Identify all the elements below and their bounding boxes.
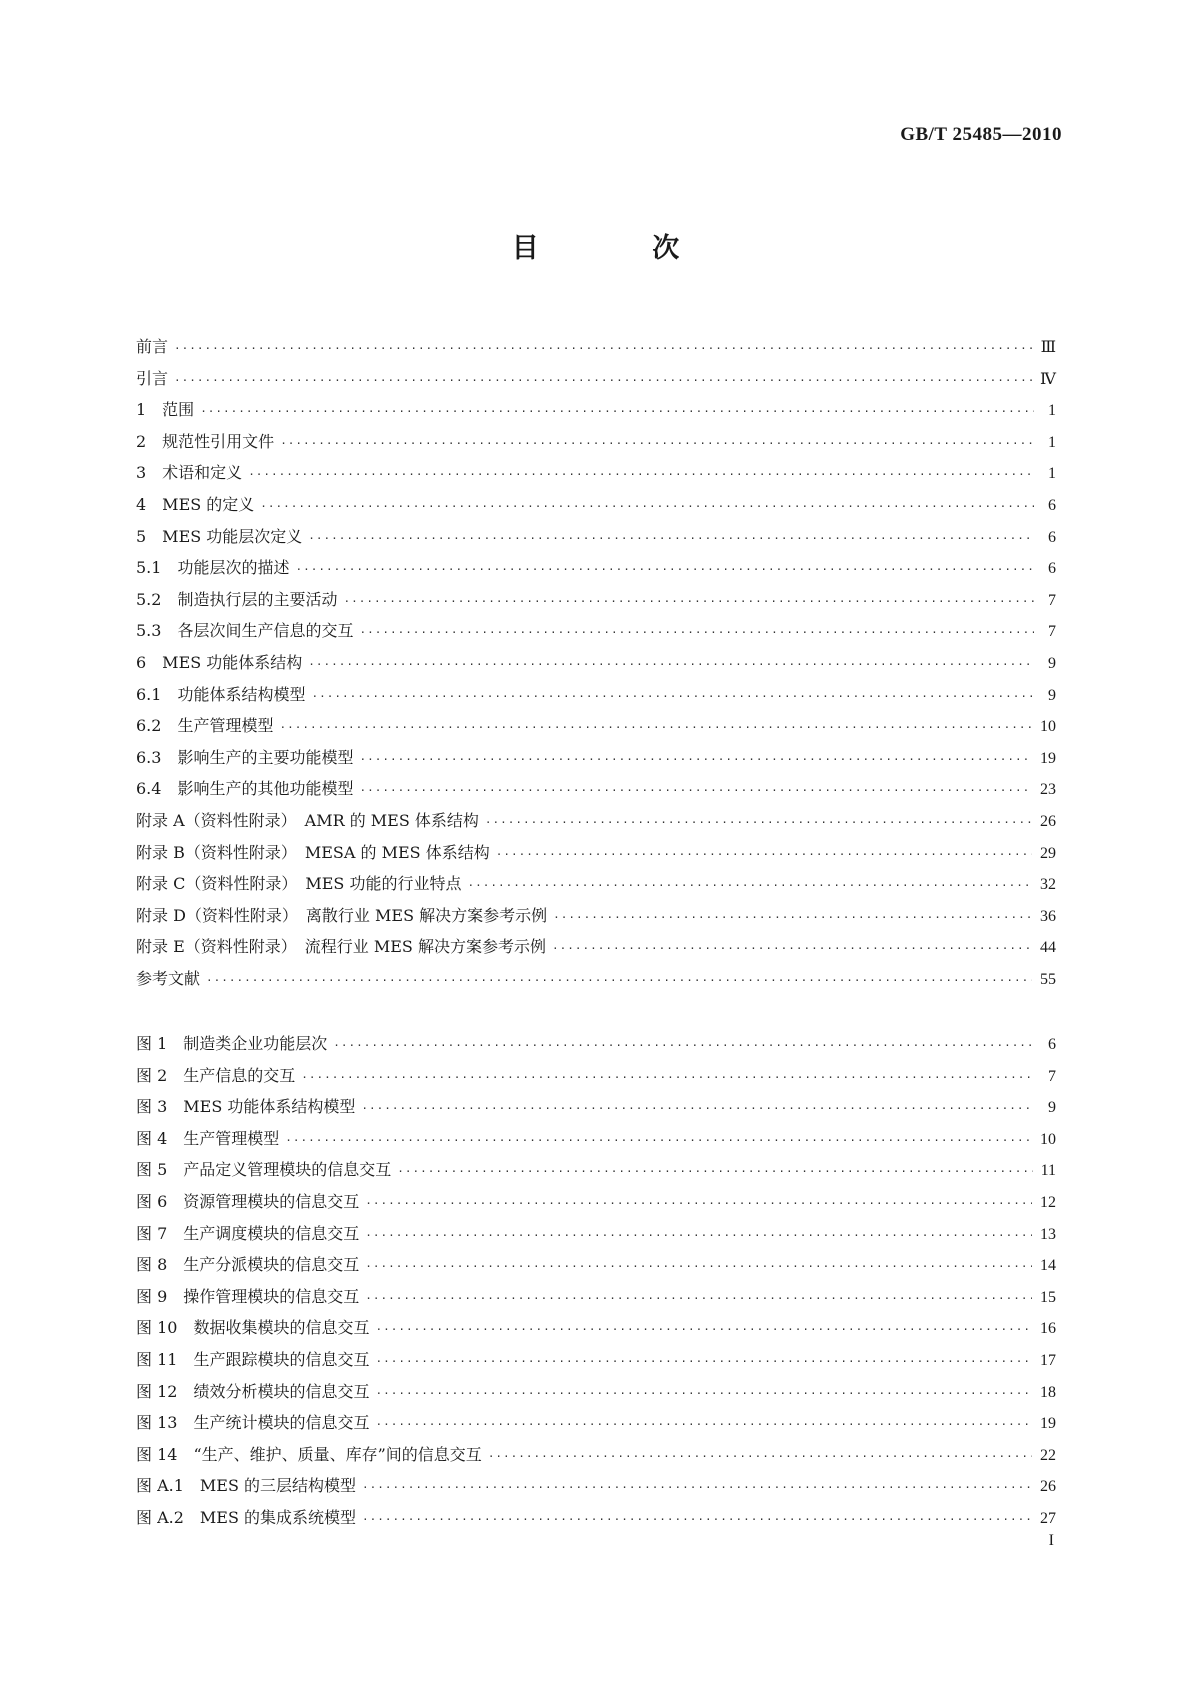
- dot-leader: [280, 428, 1034, 460]
- entry-title: 6.2 生产管理模型: [136, 716, 274, 736]
- dot-leader: [361, 1093, 1034, 1125]
- entry-title: 参考文献: [136, 968, 201, 988]
- figure-entry[interactable]: [136, 1502, 1056, 1534]
- dot-leader: [295, 554, 1034, 586]
- entry-page-number: 13: [1040, 1225, 1056, 1243]
- toc-entry[interactable]: [136, 521, 1056, 553]
- dot-leader: [362, 1472, 1032, 1504]
- toc-entry[interactable]: [136, 805, 1056, 837]
- entry-page-number: 19: [1040, 749, 1056, 767]
- toc-entry[interactable]: [136, 426, 1056, 458]
- figure-entry[interactable]: [136, 1091, 1056, 1123]
- page-number: I: [1048, 1532, 1054, 1549]
- entry-title: 图 2 生产信息的交互: [136, 1065, 296, 1085]
- entry-title: 5.1 功能层次的描述: [136, 558, 290, 578]
- toc-entry[interactable]: [136, 489, 1056, 521]
- entry-page-number: 1: [1048, 402, 1056, 420]
- entry-page-number: 55: [1040, 970, 1056, 988]
- entry-title: 图 13 生产统计模块的信息交互: [136, 1413, 370, 1433]
- toc-entry[interactable]: [136, 363, 1056, 395]
- toc-entry[interactable]: [136, 868, 1056, 900]
- toc-entry[interactable]: [136, 615, 1056, 647]
- entry-title: 图 3 MES 功能体系结构模型: [136, 1097, 356, 1117]
- entry-title: 6.1 功能体系结构模型: [136, 684, 306, 704]
- entry-page-number: 32: [1040, 876, 1056, 894]
- entry-page-number: 23: [1040, 781, 1056, 799]
- entry-title: 5 MES 功能层次定义: [136, 526, 303, 546]
- entry-page-number: 6: [1048, 1036, 1056, 1053]
- toc-entry[interactable]: [136, 457, 1056, 489]
- entry-page-number: 26: [1040, 812, 1056, 830]
- entry-title: 附录 C（资料性附录） MES 功能的行业特点: [136, 874, 462, 894]
- dot-leader: [467, 870, 1032, 902]
- entry-title: 图 8 生产分派模块的信息交互: [136, 1255, 360, 1275]
- entry-title: 图 A.2 MES 的集成系统模型: [136, 1507, 357, 1527]
- dot-leader: [397, 1156, 1032, 1188]
- toc-entry[interactable]: [136, 552, 1056, 584]
- entry-page-number: 1: [1048, 433, 1056, 451]
- figure-entry[interactable]: [136, 1407, 1056, 1439]
- entry-title: 图 11 生产跟踪模块的信息交互: [136, 1349, 370, 1369]
- dot-leader: [375, 1314, 1032, 1346]
- dot-leader: [333, 1030, 1034, 1062]
- figure-entry[interactable]: [136, 1123, 1056, 1155]
- figure-entry[interactable]: [136, 1470, 1056, 1502]
- entry-title: 附录 E（资料性附录） 流程行业 MES 解决方案参考示例: [136, 937, 546, 957]
- entry-title: 附录 A（资料性附录） AMR 的 MES 体系结构: [136, 810, 479, 830]
- figure-entry[interactable]: [136, 1439, 1056, 1471]
- figure-entry[interactable]: [136, 1249, 1056, 1281]
- toc-entry[interactable]: [136, 394, 1056, 426]
- toc-entry[interactable]: [136, 837, 1056, 869]
- entry-page-number: 7: [1048, 623, 1056, 641]
- entry-title: 6.4 影响生产的其他功能模型: [136, 779, 354, 799]
- entry-title: 前言: [136, 337, 169, 356]
- dot-leader: [308, 649, 1034, 681]
- entry-page-number: 44: [1040, 939, 1056, 957]
- figure-entry[interactable]: [136, 1028, 1056, 1060]
- toc-title: 目 次: [511, 233, 732, 264]
- dot-leader: [359, 617, 1034, 649]
- entry-title: 图 5 产品定义管理模块的信息交互: [136, 1160, 392, 1180]
- entry-page-number: 12: [1040, 1193, 1056, 1211]
- entry-page-number: 18: [1040, 1383, 1056, 1401]
- entry-page-number: 26: [1040, 1478, 1056, 1496]
- dot-leader: [343, 586, 1034, 618]
- entry-page-number: 14: [1040, 1257, 1056, 1275]
- entry-page-number: 27: [1040, 1509, 1056, 1527]
- entry-page-number: Ⅳ: [1040, 370, 1056, 388]
- dot-leader: [496, 839, 1032, 871]
- entry-title: 1 范围: [136, 400, 195, 420]
- entry-page-number: 9: [1048, 686, 1056, 704]
- entry-page-number: 9: [1048, 654, 1056, 672]
- toc-entry[interactable]: [136, 710, 1056, 742]
- figure-entry[interactable]: [136, 1154, 1056, 1186]
- toc-entry[interactable]: [136, 742, 1056, 774]
- entry-page-number: 7: [1048, 1067, 1056, 1085]
- toc-entry[interactable]: [136, 331, 1056, 363]
- dot-leader: [375, 1346, 1032, 1378]
- toc-entry[interactable]: [136, 773, 1056, 805]
- entry-title: 图 6 资源管理模块的信息交互: [136, 1191, 360, 1211]
- dot-leader: [552, 933, 1032, 965]
- dot-leader: [248, 459, 1034, 491]
- entry-page-number: 6: [1048, 496, 1056, 514]
- entry-page-number: 11: [1040, 1162, 1056, 1180]
- toc-entry[interactable]: [136, 584, 1056, 616]
- entry-page-number: 1: [1048, 465, 1056, 483]
- standard-code: GB/T 25485—2010: [900, 124, 1062, 145]
- entry-title: 图 7 生产调度模块的信息交互: [136, 1223, 360, 1243]
- dot-leader: [375, 1378, 1032, 1410]
- entry-page-number: 22: [1040, 1446, 1056, 1464]
- dot-leader: [311, 681, 1034, 713]
- entry-title: 2 规范性引用文件: [136, 431, 275, 451]
- dot-leader: [365, 1251, 1032, 1283]
- entry-page-number: 7: [1048, 591, 1056, 609]
- entry-title: 4 MES 的定义: [136, 494, 255, 514]
- dot-leader: [206, 965, 1032, 997]
- toc-entry[interactable]: [136, 647, 1056, 679]
- dot-leader: [260, 491, 1034, 523]
- entry-title: 6 MES 功能体系结构: [136, 652, 303, 672]
- entry-title: 附录 D（资料性附录） 离散行业 MES 解决方案参考示例: [136, 905, 548, 925]
- toc-entry[interactable]: [136, 679, 1056, 711]
- entry-page-number: 17: [1040, 1351, 1056, 1369]
- entry-title: 图 10 数据收集模块的信息交互: [136, 1318, 370, 1338]
- dot-leader: [200, 396, 1034, 428]
- entry-title: 图 14 “生产、维护、质量、库存”间的信息交互: [136, 1444, 482, 1464]
- dot-leader: [488, 1441, 1032, 1473]
- entry-title: 图 A.1 MES 的三层结构模型: [136, 1476, 357, 1496]
- toc-figure-list: [136, 1028, 1056, 1534]
- figure-entry[interactable]: [136, 1312, 1056, 1344]
- entry-title: 引言: [136, 368, 169, 388]
- entry-title: 图 1 制造类企业功能层次: [136, 1034, 328, 1053]
- entry-title: 3 术语和定义: [136, 463, 243, 483]
- figure-entry[interactable]: [136, 1218, 1056, 1250]
- toc-main-list: [136, 331, 1056, 994]
- entry-title: 图 12 绩效分析模块的信息交互: [136, 1381, 370, 1401]
- entry-page-number: 36: [1040, 907, 1056, 925]
- toc-entry[interactable]: [136, 931, 1056, 963]
- dot-leader: [308, 523, 1034, 555]
- dot-leader: [279, 712, 1032, 744]
- entry-page-number: 19: [1040, 1415, 1056, 1433]
- toc-entry[interactable]: [136, 900, 1056, 932]
- entry-title: 5.2 制造执行层的主要活动: [136, 589, 338, 609]
- dot-leader: [174, 333, 1033, 365]
- entry-title: 图 9 操作管理模块的信息交互: [136, 1286, 360, 1306]
- dot-leader: [365, 1220, 1032, 1252]
- entry-title: 5.3 各层次间生产信息的交互: [136, 621, 354, 641]
- entry-page-number: 6: [1048, 528, 1056, 546]
- dot-leader: [359, 744, 1032, 776]
- dot-leader: [359, 775, 1032, 807]
- dot-leader: [375, 1409, 1032, 1441]
- entry-page-number: Ⅲ: [1040, 339, 1056, 356]
- entry-page-number: 29: [1040, 844, 1056, 862]
- dot-leader: [485, 807, 1032, 839]
- entry-title: 附录 B（资料性附录） MESA 的 MES 体系结构: [136, 842, 490, 862]
- dot-leader: [285, 1125, 1032, 1157]
- entry-page-number: 10: [1040, 718, 1056, 736]
- entry-title: 6.3 影响生产的主要功能模型: [136, 747, 354, 767]
- dot-leader: [553, 902, 1032, 934]
- entry-page-number: 16: [1040, 1320, 1056, 1338]
- figure-entry[interactable]: [136, 1060, 1056, 1092]
- entry-page-number: 6: [1048, 560, 1056, 578]
- dot-leader: [365, 1188, 1032, 1220]
- dot-leader: [174, 365, 1032, 397]
- toc-entry[interactable]: [136, 963, 1056, 995]
- dot-leader: [301, 1062, 1034, 1094]
- entry-page-number: 10: [1040, 1130, 1056, 1148]
- entry-title: 图 4 生产管理模型: [136, 1128, 280, 1148]
- entry-page-number: 15: [1040, 1288, 1056, 1306]
- figure-entry[interactable]: [136, 1186, 1056, 1218]
- figure-entry[interactable]: [136, 1376, 1056, 1408]
- dot-leader: [362, 1504, 1032, 1536]
- dot-leader: [365, 1283, 1032, 1315]
- entry-page-number: 9: [1048, 1099, 1056, 1117]
- figure-entry[interactable]: [136, 1344, 1056, 1376]
- figure-entry[interactable]: [136, 1281, 1056, 1313]
